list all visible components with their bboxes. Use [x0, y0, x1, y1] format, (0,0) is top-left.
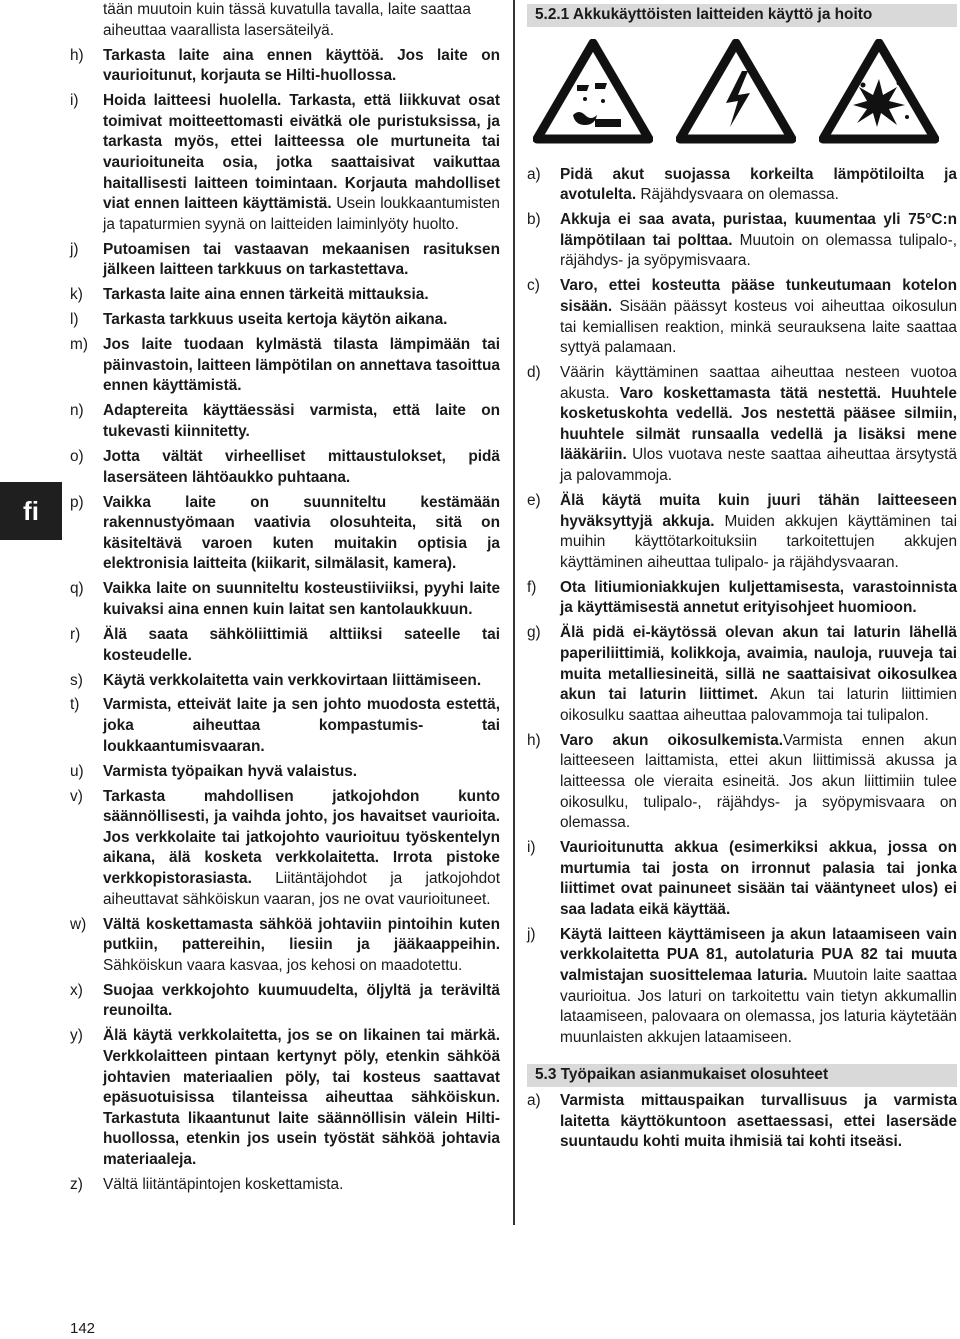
bold-text: Tarkasta tarkkuus useita kertoja käytön aikana. — [103, 311, 448, 329]
item-label: j) — [70, 240, 79, 258]
item-label: m) — [70, 336, 88, 354]
bold-text: Käytä laitteen käyttämiseen ja akun lataamiseen vain verkkolaitetta PUA 81, autolaturia PUA 82 tai muuta valmistajan suosittelemaa laturia. — [560, 925, 957, 985]
list-item — [527, 838, 957, 920]
item-text — [560, 491, 957, 573]
regular-text: Usein loukkaantumisten ja tapaturmien syynä on laitteiden laiminlyöty huolto. — [103, 195, 500, 233]
item-label: r) — [70, 625, 81, 643]
item-label: p) — [70, 493, 84, 511]
item-text — [103, 579, 500, 620]
item-text — [103, 1175, 500, 1196]
bold-text: Tarkasta laite aina ennen tärkeitä mittauksia. — [103, 286, 429, 304]
item-label: y) — [70, 1027, 83, 1045]
left-item-list — [70, 46, 500, 1196]
right-item-list — [527, 165, 957, 1049]
bold-text: Pidä akut suojassa korkeilta lämpötiloilta ja avotulelta. — [560, 165, 957, 204]
list-item — [527, 363, 957, 487]
list-item — [527, 165, 957, 206]
bold-text: Jotta vältät virheelliset mittaustulokset, pidä lasersäteen lähtöaukko puhtaana. — [103, 448, 500, 486]
list-item — [70, 401, 500, 442]
list-item — [527, 210, 957, 272]
item-text — [103, 240, 500, 281]
bold-text: Akkuja ei saa avata, puristaa, kuumentaa yli 75°C:n lämpötilaan tai polttaa. — [560, 211, 957, 249]
regular-text: Sähköiskun vaara kasvaa, jos kehosi on maadotettu. — [103, 956, 463, 974]
item-text — [103, 493, 500, 575]
item-text — [103, 91, 500, 235]
bold-text: Älä käytä verkkolaitetta, jos se on likainen tai märkä. Verkkolaitteen pintaan kertynyt pöly, etenkin sähköä johtavien materiaalien pöly, tai kosteus saattavat epäsuotuisissa tilanteissa aiheuttaa sähköiskun. Tarkastuta likaantunut laite säännöllisin välein Hilti-huollossa, etenkin jos usein työstät sähköä johtavia materiaaleja. — [103, 1027, 500, 1168]
bold-text: Suojaa verkkojohto kuumuudelta, öljyltä ja teräviltä reunoilta. — [103, 981, 500, 1020]
item-text — [103, 335, 500, 397]
item-text — [103, 46, 500, 87]
regular-text: Räjähdysvaara on olemassa. — [636, 186, 839, 204]
item-text — [560, 276, 957, 358]
item-text — [103, 447, 500, 488]
item-label: e) — [527, 492, 541, 510]
list-item — [70, 447, 500, 488]
bold-text: Älä käytä muita kuin juuri tähän laitteeseen hyväksyttyjä akkuja. — [560, 492, 957, 530]
regular-text: Sisään päässyt kosteus voi aiheuttaa oikosulun tai kemiallisen reaktion, minkä seurauksena laite saattaa syttyä palamaan. — [560, 297, 957, 357]
item-text — [103, 762, 500, 783]
item-label: g) — [527, 624, 541, 642]
item-label: i) — [527, 839, 536, 857]
bold-text: Adaptereita käyttäessäsi varmista, että laite on tukevasti kiinnitetty. — [103, 402, 500, 441]
regular-text: Akun tai laturin liittimien oikosulku saattaa aiheuttaa palovammoja tai tulipalon. — [560, 686, 957, 724]
list-item — [527, 1091, 957, 1153]
language-tab-label: fi — [23, 495, 39, 526]
right-column — [527, 0, 957, 1157]
list-item — [70, 695, 500, 757]
left-column — [70, 0, 500, 1200]
item-text — [103, 981, 500, 1022]
item-text — [560, 165, 957, 206]
item-label: h) — [70, 46, 84, 64]
item-text — [560, 578, 957, 619]
list-item — [70, 335, 500, 397]
list-item — [527, 925, 957, 1049]
bold-text: Vaurioitunutta akkua (esimerkiksi akkua, jossa on murtumia tai josta on irronnut palasia tai jonka liittimet ovat painuneet sisään tai vääntyneet ulos) ei saa ladata eikä käyttää. — [560, 839, 957, 918]
list-item — [70, 625, 500, 666]
bold-text: Varo, ettei kosteutta pääse tunkeutumaan kotelon sisään. — [560, 277, 957, 315]
list-item — [70, 46, 500, 87]
item-text — [560, 210, 957, 272]
list-item — [70, 285, 500, 306]
list-item — [527, 731, 957, 834]
bold-text: Varmista työpaikan hyvä valaistus. — [103, 762, 358, 780]
item-text — [560, 363, 957, 487]
list-item — [70, 981, 500, 1022]
regular-text: Muutoin on olemassa tulipalo-, räjähdys- ja syöpymisvaara. — [560, 231, 957, 270]
bold-text: Vältä koskettamasta sähköä johtaviin pintoihin kuten putkiin, pattereihin, liesiin ja jääkaappeihin. — [103, 915, 500, 954]
item-label: a) — [527, 1092, 541, 1110]
item-text — [560, 623, 957, 726]
item-label: k) — [70, 286, 83, 304]
regular-text: Liitäntäjohdot ja jatkojohdot aiheuttavat sähköiskun vaaran, jos ne ovat vaurioituneet. — [103, 870, 500, 908]
item-label: w) — [70, 915, 87, 933]
item-text — [103, 285, 500, 306]
item-text — [103, 310, 500, 331]
item-label: x) — [70, 981, 83, 999]
item-text — [560, 731, 957, 834]
item-label: i) — [70, 92, 79, 110]
bold-text: Käytä verkkolaitetta vain verkkovirtaan liittämiseen. — [103, 671, 482, 689]
regular-text: Ulos vuotava neste saattaa aiheuttaa ärsytystä ja palovammoja. — [560, 446, 957, 485]
item-text — [103, 1026, 500, 1170]
bold-text: Varo koskettamasta tätä nestettä. Huuhtele kosketuskohta vedellä. Jos nestettä pääsee silmiin, huuhtele silmät runsaalla vedellä ja lisäksi mene lääkäriin. — [560, 384, 957, 464]
list-item — [527, 491, 957, 573]
bold-text: Älä saata sähköliittimiä alttiiksi sateelle tai kosteudelle. — [103, 625, 500, 664]
bold-text: Putoamisen tai vastaavan mekaanisen rasituksen jälkeen laitteen tarkkuus on tarkastettava. — [103, 240, 500, 279]
bold-text: Hoida laitteesi huolella. Tarkasta, että liikkuvat osat toimivat moitteettomasti eivätkä ole puristuksissa, ja tarkasta myös, ettei laitteessa ole murtuneita tai vaurioituneita osia, jotka saattaisivat vaikuttaa haitallisesti laitteen toimintaan. Korjauta mahdolliset viat ennen laitteen käyttämistä. — [103, 92, 500, 213]
item-text — [103, 671, 500, 692]
list-item — [70, 493, 500, 575]
item-label: v) — [70, 787, 83, 805]
item-label: n) — [70, 402, 84, 420]
item-text — [560, 838, 957, 920]
bold-text: Vaikka laite on suunniteltu kosteustiiviiksi, pyyhi laite kuivaksi aina ennen kuin laitat sen kantolaukkuun. — [103, 580, 500, 618]
bold-text: Ota litiumioniakkujen kuljettamisesta, varastoinnista ja käyttämisestä annetut erityisohjeet huomioon. — [560, 578, 957, 617]
list-item — [70, 240, 500, 281]
bold-text: Varmista mittauspaikan turvallisuus ja varmista laitetta käyttökuntoon asettaessasi, ettei lasersäde suuntaudu kohti muita ihmisiä tai kohti itseäsi. — [560, 1092, 957, 1151]
item-label: s) — [70, 671, 83, 689]
language-tab — [0, 482, 62, 540]
regular-text: Varmista ennen akun laitteeseen laittamista, ettei akun liittimissä akussa ja laitteessa ole vieraita esineitä. Jos akun liittimiin tulee oikosulku, tulipalo-, räjähdys- ja syöpymisvaara on olemassa. — [560, 731, 957, 832]
item-label: f) — [527, 578, 537, 596]
item-label: u) — [70, 762, 84, 780]
section-heading-batteries: 5.2.1 Akkukäyttöisten laitteiden käyttö ja hoito — [527, 4, 957, 27]
page-number: 142 — [70, 1320, 96, 1337]
item-text — [560, 1091, 957, 1153]
bold-text: Älä pidä ei-käytössä olevan akun tai laturin lähellä paperiliittimiä, kolikkoja, avaimia, nauloja, ruuveja tai muita metalliesineitä, sillä ne saattaisivat oikosulkea akun tai laturin liittimet. — [560, 624, 957, 704]
list-item — [70, 762, 500, 783]
item-text — [560, 925, 957, 1049]
bold-text: Varmista, etteivät laite ja sen johto muodosta estettä, joka aiheuttaa kompastumis- tai loukkaantumisvaaran. — [103, 696, 500, 755]
list-item — [527, 578, 957, 619]
list-item — [70, 91, 500, 235]
item-label: c) — [527, 277, 540, 295]
intro-text: tään muutoin kuin tässä kuvatulla tavalla, laite saattaa aiheuttaa vaarallista lasersäteilyä. — [103, 1, 471, 39]
item-label: j) — [527, 925, 536, 943]
regular-text: Vältä liitäntäpintojen koskettamista. — [103, 1175, 344, 1193]
item-label: l) — [70, 311, 79, 329]
bold-text: Vaikka laite on suunniteltu kestämään rakennustyömaan vaativia olosuhteita, sitä on käsiteltävä varoen kuten muitakin optisia ja elektronisia laitteita (kiikarit, silmälasit, kamera). — [103, 493, 500, 573]
list-item — [527, 276, 957, 358]
item-text — [103, 915, 500, 977]
item-text — [103, 787, 500, 911]
list-item — [70, 1175, 500, 1196]
item-label: z) — [70, 1175, 83, 1193]
item-text — [103, 401, 500, 442]
corrosive-warning-icon — [533, 39, 653, 145]
item-label: q) — [70, 580, 84, 598]
explosion-warning-icon — [819, 39, 939, 145]
bold-text: Jos laite tuodaan kylmästä tilasta lämpimään tai päinvastoin, laitteen lämpötilan on annettava tasoittua ennen käyttämistä. — [103, 336, 500, 395]
item-label: o) — [70, 448, 84, 465]
bold-text: Tarkasta mahdollisen jatkojohdon kunto säännöllisesti, ja vaihda johto, jos havaitset vaurioita. Jos verkkolaite tai jatkojohto vaurioituu työskentelyn aikana, älä kosketa verkkolaitetta. Irrota pistoke verkkopistorasiasta. — [103, 787, 500, 888]
list-item — [70, 915, 500, 977]
item-text — [103, 625, 500, 666]
item-label: d) — [527, 364, 541, 382]
list-item — [70, 671, 500, 692]
bold-text: Varo akun oikosulkemista. — [560, 731, 783, 749]
list-item — [70, 1026, 500, 1170]
item-label: t) — [70, 696, 80, 714]
regular-text: Muiden akkujen käyttäminen tai muihin käyttötarkoituksiin tarkoitettujen akkujen käyttäminen aiheuttaa tulipalo- ja räjähdysvaaran. — [560, 512, 957, 571]
list-item — [70, 579, 500, 620]
column-divider — [513, 0, 515, 1225]
bold-text: Tarkasta laite aina ennen käyttöä. Jos laite on vaurioitunut, korjauta se Hilti-huollossa. — [103, 46, 500, 85]
regular-text: Muutoin laite saattaa vaurioitua. Jos laturi on tarkoitettu vain tietyn akkumallin lataamiseen, palovaara on olemassa, jos laturia käytetään muunlaisten akkujen lataamiseen. — [560, 967, 957, 1046]
regular-text: Väärin käyttäminen saattaa aiheuttaa nesteen vuotoa akusta. — [560, 364, 957, 402]
item-label: b) — [527, 211, 541, 229]
list-item — [70, 310, 500, 331]
list-item — [527, 623, 957, 726]
item-label: a) — [527, 165, 541, 183]
item-label: h) — [527, 731, 541, 749]
electric-shock-warning-icon — [676, 39, 796, 145]
item-text — [103, 695, 500, 757]
list-item — [70, 787, 500, 911]
right-item-list-2 — [527, 1091, 957, 1153]
warning-icons — [527, 27, 957, 145]
section-heading-workplace: 5.3 Työpaikan asianmukaiset olosuhteet — [527, 1064, 957, 1087]
